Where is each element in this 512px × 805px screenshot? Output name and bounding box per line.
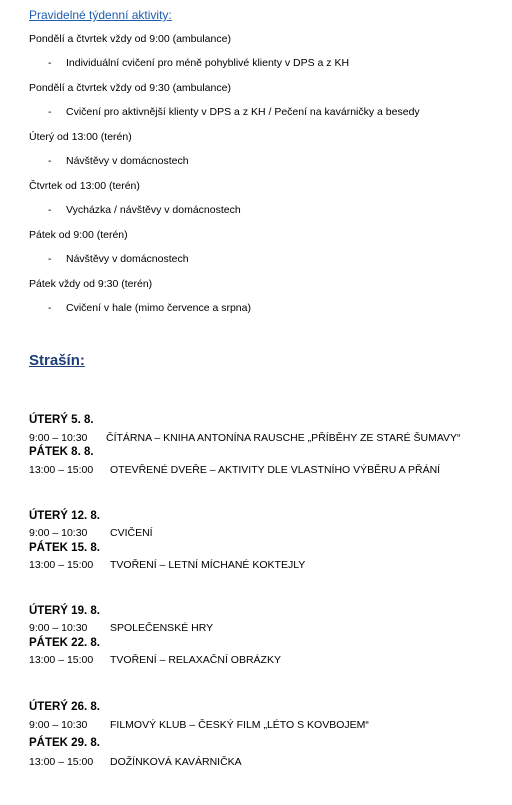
schedule-activity: SPOLEČENSKÉ HRY xyxy=(110,622,214,634)
schedule-day: PÁTEK 8. 8. xyxy=(29,446,94,458)
schedule-time: 13:00 – 15:00 xyxy=(29,464,94,476)
schedule-time: 9:00 – 10:30 xyxy=(29,527,88,539)
schedule-activity: TVOŘENÍ – LETNÍ MÍCHANÉ KOKTEJLY xyxy=(110,559,306,571)
weekly-day-3: Úterý od 13:00 (terén) xyxy=(29,131,132,143)
weekly-detail-4: Vycházka / návštěvy v domácnostech xyxy=(66,204,241,216)
schedule-time: 13:00 – 15:00 xyxy=(29,559,94,571)
schedule-activity: DOŽÍNKOVÁ KAVÁRNIČKA xyxy=(110,756,242,768)
schedule-day: ÚTERÝ 26. 8. xyxy=(29,701,100,713)
schedule-day: PÁTEK 29. 8. xyxy=(29,737,100,749)
weekly-day-1: Pondělí a čtvrtek vždy od 9:00 (ambulance) xyxy=(29,33,231,45)
schedule-day: PÁTEK 15. 8. xyxy=(29,542,100,554)
weekly-dash-2: - xyxy=(48,106,52,118)
schedule-time: 9:00 – 10:30 xyxy=(29,622,88,634)
schedule-activity: CVIČENÍ xyxy=(110,527,153,539)
weekly-title: Pravidelné týdenní aktivity: xyxy=(29,8,172,22)
schedule-time: 13:00 – 15:00 xyxy=(29,654,94,666)
weekly-day-2: Pondělí a čtvrtek vždy od 9:30 (ambulance) xyxy=(29,82,231,94)
weekly-detail-3: Návštěvy v domácnostech xyxy=(66,155,189,167)
schedule-day: ÚTERÝ 12. 8. xyxy=(29,510,100,522)
schedule-activity: OTEVŘENÉ DVEŘE – AKTIVITY DLE VLASTNÍHO VÝBĚRU A PŘÁNÍ xyxy=(110,464,441,476)
weekly-day-5: Pátek od 9:00 (terén) xyxy=(29,229,128,241)
schedule-day: ÚTERÝ 19. 8. xyxy=(29,605,100,617)
weekly-detail-2: Cvičení pro aktivnější klienty v DPS a z KH / Pečení na kavárničky a besedy xyxy=(66,106,420,118)
weekly-day-6: Pátek vždy od 9:30 (terén) xyxy=(29,278,153,290)
weekly-detail-5: Návštěvy v domácnostech xyxy=(66,253,189,265)
schedule-activity: FILMOVÝ KLUB – ČESKÝ FILM „LÉTO S KOVBOJEM“ xyxy=(110,719,369,731)
schedule-time: 13:00 – 15:00 xyxy=(29,756,94,768)
weekly-dash-6: - xyxy=(48,302,52,314)
schedule-time: 9:00 – 10:30 xyxy=(29,432,88,444)
schedule-time: 9:00 – 10:30 xyxy=(29,719,88,731)
weekly-detail-1: Individuální cvičení pro méně pohyblivé klienty v DPS a z KH xyxy=(66,57,350,69)
weekly-detail-6: Cvičení v hale (mimo července a srpna) xyxy=(66,302,251,314)
schedule-day: ÚTERÝ 5. 8. xyxy=(29,414,94,426)
section-heading-strasin: Strašín: xyxy=(29,352,85,369)
weekly-dash-5: - xyxy=(48,253,52,265)
schedule-activity: ČÍTÁRNA – KNIHA ANTONÍNA RAUSCHE „PŘÍBĚHY ZE STARÉ ŠUMAVY“ xyxy=(106,432,461,444)
weekly-dash-4: - xyxy=(48,204,52,216)
schedule-activity: TVOŘENÍ – RELAXAČNÍ OBRÁZKY xyxy=(110,654,281,666)
weekly-day-4: Čtvrtek od 13:00 (terén) xyxy=(29,180,140,192)
weekly-dash-3: - xyxy=(48,155,52,167)
schedule-day: PÁTEK 22. 8. xyxy=(29,637,100,649)
weekly-dash-1: - xyxy=(48,57,52,69)
